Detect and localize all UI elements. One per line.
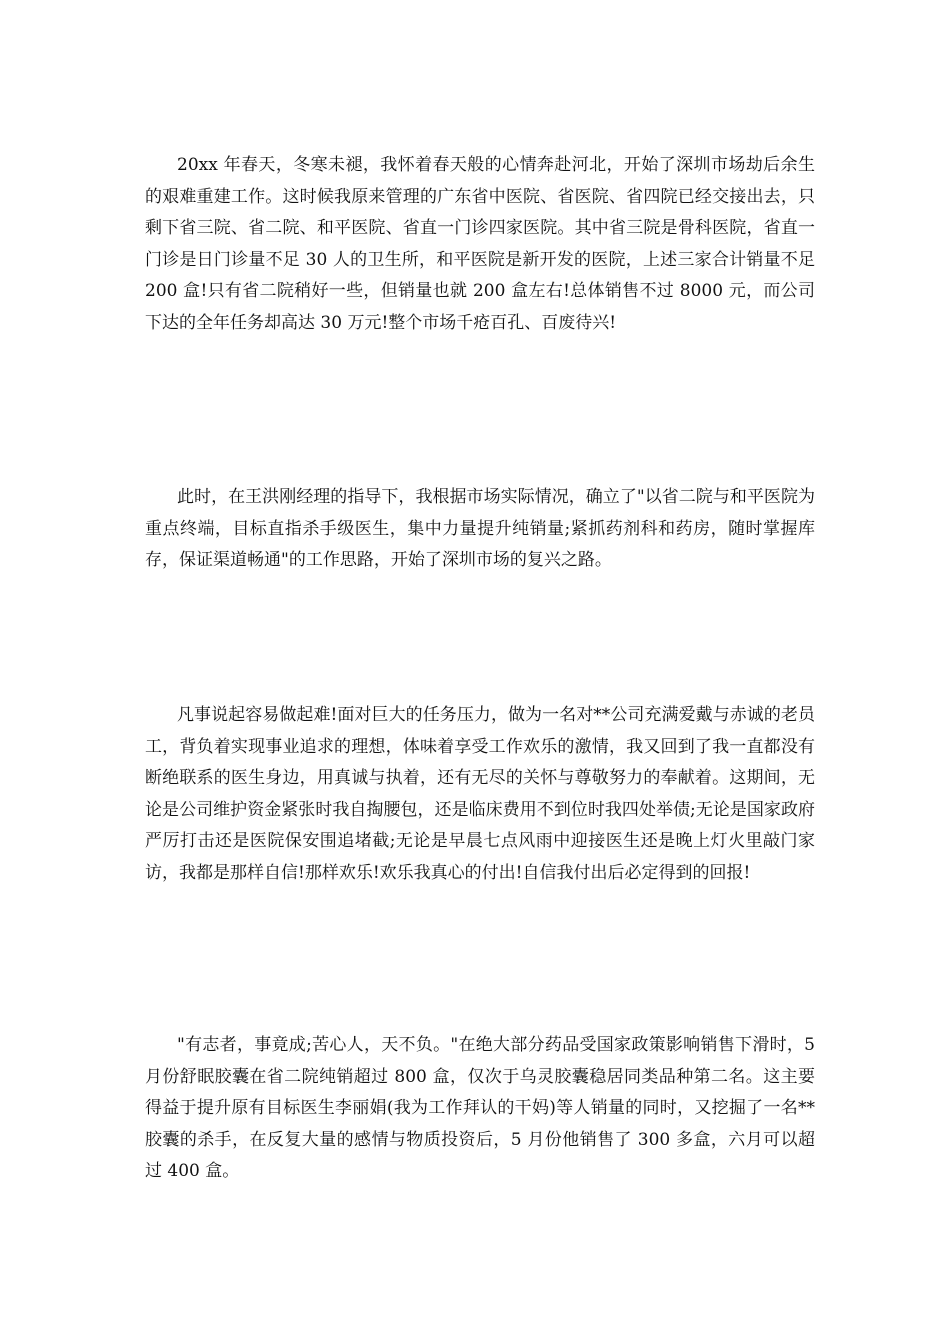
paragraph-2: 此时，在王洪刚经理的指导下，我根据市场实际情况，确立了"以省二院与和平医院为重点终端，目标直指杀手级医生，集中力量提升纯销量;紧抓药剂科和药房，随时掌握库存，保证渠道畅通"的工作思路，开始了深圳市场的复兴之路。 (145, 487, 815, 570)
paragraph-4: "有志者，事竟成;苦心人，天不负。"在绝大部分药品受国家政策影响销售下滑时，5 月份舒眠胶囊在省二院纯销超过 800 盒，仅次于乌灵胶囊稳居同类品种第二名。这主要得益于提升原有目标医生李丽娟(我为工作拜认的干妈)等人销量的同时，又挖掘了一名**胶囊的杀手，在反复大量的感情与物质投资后，5 月份他销售了 300 多盒，六月可以超过 400 盒。 (145, 1035, 815, 1181)
paragraph-1: 20xx 年春天，冬寒未褪，我怀着春天般的心情奔赴河北，开始了深圳市场劫后余生的艰难重建工作。这时候我原来管理的广东省中医院、省医院、省四院已经交接出去，只剩下省三院、省二院、和平医院、省直一门诊四家医院。其中省三院是骨科医院，省直一门诊是日门诊量不足 30 人的卫生所，和平医院是新开发的医院，上述三家合计销量不足 200 盒!只有省二院稍好一些，但销量也就 200 盒左右!总体销售不过 8000 元，而公司下达的全年任务却高达 30 万元!整个市场千疮百孔、百废待兴! (145, 155, 815, 333)
paragraph-3: 凡事说起容易做起难!面对巨大的任务压力，做为一名对**公司充满爱戴与赤诚的老员工，背负着实现事业追求的理想，体味着享受工作欢乐的激情，我又回到了我一直都没有断绝联系的医生身边，用真诚与执着，还有无尽的关怀与尊敬努力的奉献着。这期间，无论是公司维护资金紧张时我自掏腰包，还是临床费用不到位时我四处举债;无论是国家政府严厉打击还是医院保安围追堵截;无论是早晨七点风雨中迎接医生还是晚上灯火里敲门家访，我都是那样自信!那样欢乐!欢乐我真心的付出!自信我付出后必定得到的回报! (145, 705, 815, 883)
